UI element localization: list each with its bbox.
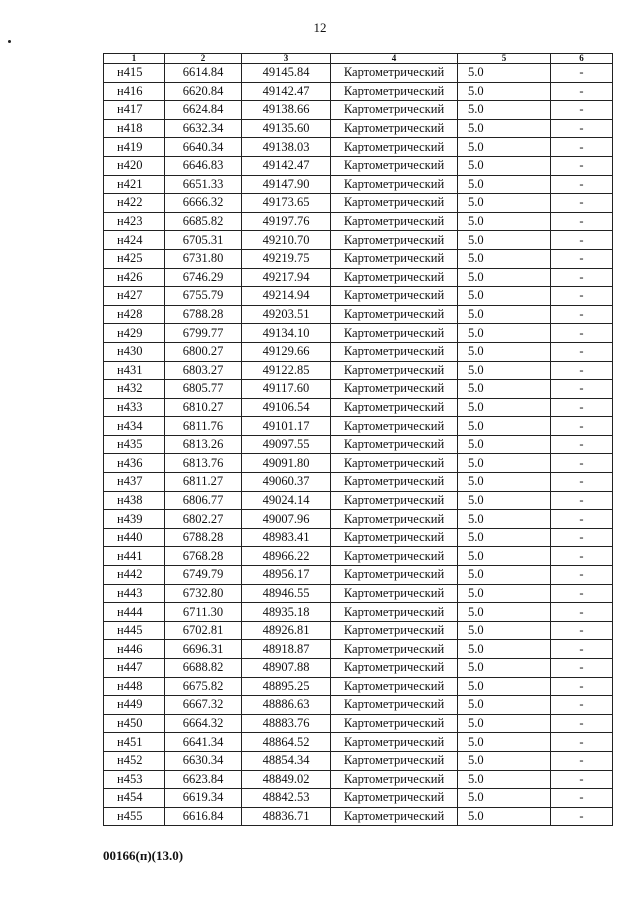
cell-accuracy: 5.0 — [458, 677, 551, 696]
cell-note: - — [551, 789, 613, 808]
cell-y-coordinate: 48926.81 — [242, 621, 331, 640]
cell-accuracy: 5.0 — [458, 491, 551, 510]
cell-x-coordinate: 6685.82 — [165, 212, 242, 231]
cell-point-id: н423 — [104, 212, 165, 231]
cell-note: - — [551, 751, 613, 770]
cell-point-id: н452 — [104, 751, 165, 770]
cell-accuracy: 5.0 — [458, 361, 551, 380]
cell-note: - — [551, 380, 613, 399]
cell-accuracy: 5.0 — [458, 398, 551, 417]
table-row — [104, 659, 613, 678]
cell-x-coordinate: 6623.84 — [165, 770, 242, 789]
page-number: 12 — [313, 20, 327, 35]
cell-x-coordinate: 6646.83 — [165, 156, 242, 175]
cell-note: - — [551, 566, 613, 585]
table-row — [104, 733, 613, 752]
table-row — [104, 231, 613, 250]
table-row — [104, 324, 613, 343]
table-row — [104, 677, 613, 696]
cell-note: - — [551, 473, 613, 492]
cell-note: - — [551, 547, 613, 566]
cell-y-coordinate: 48854.34 — [242, 751, 331, 770]
table-row — [104, 491, 613, 510]
cell-point-id: н426 — [104, 268, 165, 287]
cell-accuracy: 5.0 — [458, 435, 551, 454]
cell-method: Картометрический — [331, 621, 458, 640]
cell-point-id: н450 — [104, 714, 165, 733]
table-row — [104, 249, 613, 268]
cell-accuracy: 5.0 — [458, 101, 551, 120]
cell-y-coordinate: 48864.52 — [242, 733, 331, 752]
cell-y-coordinate: 49210.70 — [242, 231, 331, 250]
cell-x-coordinate: 6667.32 — [165, 696, 242, 715]
cell-note: - — [551, 491, 613, 510]
cell-x-coordinate: 6711.30 — [165, 603, 242, 622]
cell-method: Картометрический — [331, 268, 458, 287]
cell-x-coordinate: 6619.34 — [165, 789, 242, 808]
table-row — [104, 807, 613, 826]
cell-method: Картометрический — [331, 696, 458, 715]
cell-method: Картометрический — [331, 473, 458, 492]
table-row — [104, 473, 613, 492]
column-header-5: 5 — [458, 54, 551, 64]
cell-accuracy: 5.0 — [458, 231, 551, 250]
cell-accuracy: 5.0 — [458, 733, 551, 752]
cell-accuracy: 5.0 — [458, 584, 551, 603]
cell-note: - — [551, 212, 613, 231]
cell-y-coordinate: 49147.90 — [242, 175, 331, 194]
cell-accuracy: 5.0 — [458, 380, 551, 399]
table-row — [104, 119, 613, 138]
cell-note: - — [551, 101, 613, 120]
cell-point-id: н435 — [104, 435, 165, 454]
cell-y-coordinate: 49101.17 — [242, 417, 331, 436]
cell-point-id: н432 — [104, 380, 165, 399]
cell-note: - — [551, 454, 613, 473]
table-row — [104, 305, 613, 324]
cell-y-coordinate: 49007.96 — [242, 510, 331, 529]
table-row — [104, 156, 613, 175]
cell-x-coordinate: 6641.34 — [165, 733, 242, 752]
cell-point-id: н443 — [104, 584, 165, 603]
cell-accuracy: 5.0 — [458, 287, 551, 306]
table-row — [104, 361, 613, 380]
cell-accuracy: 5.0 — [458, 454, 551, 473]
cell-x-coordinate: 6675.82 — [165, 677, 242, 696]
cell-note: - — [551, 138, 613, 157]
cell-method: Картометрический — [331, 380, 458, 399]
cell-note: - — [551, 82, 613, 101]
cell-method: Картометрический — [331, 194, 458, 213]
cell-accuracy: 5.0 — [458, 342, 551, 361]
cell-accuracy: 5.0 — [458, 64, 551, 83]
table-row — [104, 751, 613, 770]
table-row — [104, 417, 613, 436]
cell-point-id: н442 — [104, 566, 165, 585]
cell-method: Картометрический — [331, 175, 458, 194]
table-row — [104, 621, 613, 640]
cell-y-coordinate: 48849.02 — [242, 770, 331, 789]
cell-point-id: н439 — [104, 510, 165, 529]
cell-y-coordinate: 49173.65 — [242, 194, 331, 213]
cell-accuracy: 5.0 — [458, 603, 551, 622]
cell-method: Картометрический — [331, 584, 458, 603]
cell-note: - — [551, 324, 613, 343]
cell-point-id: н446 — [104, 640, 165, 659]
cell-x-coordinate: 6805.77 — [165, 380, 242, 399]
cell-point-id: н424 — [104, 231, 165, 250]
table-row — [104, 566, 613, 585]
cell-x-coordinate: 6666.32 — [165, 194, 242, 213]
table-row — [104, 101, 613, 120]
cell-point-id: н422 — [104, 194, 165, 213]
cell-y-coordinate: 48895.25 — [242, 677, 331, 696]
cell-point-id: н428 — [104, 305, 165, 324]
cell-method: Картометрический — [331, 64, 458, 83]
cell-x-coordinate: 6768.28 — [165, 547, 242, 566]
cell-method: Картометрический — [331, 119, 458, 138]
cell-method: Картометрический — [331, 417, 458, 436]
cell-y-coordinate: 48935.18 — [242, 603, 331, 622]
cell-y-coordinate: 49060.37 — [242, 473, 331, 492]
cell-point-id: н441 — [104, 547, 165, 566]
table-row — [104, 454, 613, 473]
cell-note: - — [551, 621, 613, 640]
cell-x-coordinate: 6705.31 — [165, 231, 242, 250]
cell-method: Картометрический — [331, 305, 458, 324]
table-row — [104, 510, 613, 529]
cell-x-coordinate: 6810.27 — [165, 398, 242, 417]
cell-y-coordinate: 49219.75 — [242, 249, 331, 268]
cell-x-coordinate: 6732.80 — [165, 584, 242, 603]
cell-method: Картометрический — [331, 566, 458, 585]
cell-x-coordinate: 6811.76 — [165, 417, 242, 436]
cell-x-coordinate: 6802.27 — [165, 510, 242, 529]
cell-y-coordinate: 49117.60 — [242, 380, 331, 399]
cell-x-coordinate: 6630.34 — [165, 751, 242, 770]
cell-note: - — [551, 398, 613, 417]
cell-point-id: н434 — [104, 417, 165, 436]
table-row — [104, 696, 613, 715]
cell-y-coordinate: 49106.54 — [242, 398, 331, 417]
cell-method: Картометрический — [331, 435, 458, 454]
cell-accuracy: 5.0 — [458, 714, 551, 733]
cell-point-id: н445 — [104, 621, 165, 640]
cell-y-coordinate: 49142.47 — [242, 156, 331, 175]
cell-x-coordinate: 6746.29 — [165, 268, 242, 287]
cell-point-id: н431 — [104, 361, 165, 380]
cell-y-coordinate: 48918.87 — [242, 640, 331, 659]
table-row — [104, 714, 613, 733]
table-row — [104, 194, 613, 213]
cell-accuracy: 5.0 — [458, 82, 551, 101]
table-row — [104, 584, 613, 603]
cell-y-coordinate: 48946.55 — [242, 584, 331, 603]
cell-point-id: н454 — [104, 789, 165, 808]
cell-y-coordinate: 49145.84 — [242, 64, 331, 83]
table-row — [104, 64, 613, 83]
cell-accuracy: 5.0 — [458, 156, 551, 175]
cell-point-id: н420 — [104, 156, 165, 175]
cell-x-coordinate: 6749.79 — [165, 566, 242, 585]
table-row — [104, 770, 613, 789]
cell-accuracy: 5.0 — [458, 566, 551, 585]
cell-point-id: н440 — [104, 528, 165, 547]
cell-y-coordinate: 48966.22 — [242, 547, 331, 566]
cell-y-coordinate: 49135.60 — [242, 119, 331, 138]
cell-accuracy: 5.0 — [458, 696, 551, 715]
scan-speck — [8, 40, 11, 43]
cell-y-coordinate: 49024.14 — [242, 491, 331, 510]
table-row — [104, 380, 613, 399]
cell-method: Картометрический — [331, 510, 458, 529]
cell-method: Картометрический — [331, 82, 458, 101]
cell-accuracy: 5.0 — [458, 212, 551, 231]
cell-note: - — [551, 417, 613, 436]
cell-x-coordinate: 6806.77 — [165, 491, 242, 510]
cell-x-coordinate: 6731.80 — [165, 249, 242, 268]
cell-accuracy: 5.0 — [458, 417, 551, 436]
cell-note: - — [551, 249, 613, 268]
cell-y-coordinate: 49214.94 — [242, 287, 331, 306]
cell-accuracy: 5.0 — [458, 640, 551, 659]
cell-method: Картометрический — [331, 733, 458, 752]
cell-y-coordinate: 48907.88 — [242, 659, 331, 678]
cell-method: Картометрический — [331, 287, 458, 306]
cell-method: Картометрический — [331, 156, 458, 175]
cell-point-id: н444 — [104, 603, 165, 622]
cell-point-id: н436 — [104, 454, 165, 473]
table-row — [104, 138, 613, 157]
cell-accuracy: 5.0 — [458, 751, 551, 770]
cell-method: Картометрический — [331, 528, 458, 547]
cell-y-coordinate: 49134.10 — [242, 324, 331, 343]
cell-y-coordinate: 49142.47 — [242, 82, 331, 101]
cell-accuracy: 5.0 — [458, 621, 551, 640]
cell-accuracy: 5.0 — [458, 194, 551, 213]
cell-y-coordinate: 48886.63 — [242, 696, 331, 715]
cell-note: - — [551, 677, 613, 696]
cell-method: Картометрический — [331, 231, 458, 250]
cell-method: Картометрический — [331, 751, 458, 770]
cell-method: Картометрический — [331, 789, 458, 808]
cell-x-coordinate: 6616.84 — [165, 807, 242, 826]
cell-note: - — [551, 528, 613, 547]
cell-x-coordinate: 6788.28 — [165, 305, 242, 324]
cell-y-coordinate: 49138.66 — [242, 101, 331, 120]
cell-method: Картометрический — [331, 491, 458, 510]
cell-note: - — [551, 584, 613, 603]
cell-note: - — [551, 156, 613, 175]
cell-point-id: н427 — [104, 287, 165, 306]
cell-note: - — [551, 603, 613, 622]
cell-accuracy: 5.0 — [458, 324, 551, 343]
cell-note: - — [551, 714, 613, 733]
cell-point-id: н447 — [104, 659, 165, 678]
cell-method: Картометрический — [331, 138, 458, 157]
cell-method: Картометрический — [331, 547, 458, 566]
table-row — [104, 268, 613, 287]
document-code: 00166(п)(13.0) — [103, 848, 184, 863]
cell-x-coordinate: 6803.27 — [165, 361, 242, 380]
cell-x-coordinate: 6651.33 — [165, 175, 242, 194]
cell-point-id: н417 — [104, 101, 165, 120]
cell-x-coordinate: 6640.34 — [165, 138, 242, 157]
cell-method: Картометрический — [331, 398, 458, 417]
column-header-2: 2 — [165, 54, 242, 64]
cell-accuracy: 5.0 — [458, 547, 551, 566]
cell-x-coordinate: 6813.26 — [165, 435, 242, 454]
cell-y-coordinate: 49091.80 — [242, 454, 331, 473]
cell-x-coordinate: 6702.81 — [165, 621, 242, 640]
cell-y-coordinate: 48956.17 — [242, 566, 331, 585]
cell-y-coordinate: 48983.41 — [242, 528, 331, 547]
cell-accuracy: 5.0 — [458, 305, 551, 324]
cell-note: - — [551, 807, 613, 826]
cell-note: - — [551, 510, 613, 529]
table-row — [104, 603, 613, 622]
cell-note: - — [551, 175, 613, 194]
cell-accuracy: 5.0 — [458, 473, 551, 492]
cell-y-coordinate: 48836.71 — [242, 807, 331, 826]
cell-x-coordinate: 6624.84 — [165, 101, 242, 120]
cell-y-coordinate: 49217.94 — [242, 268, 331, 287]
cell-x-coordinate: 6755.79 — [165, 287, 242, 306]
cell-point-id: н438 — [104, 491, 165, 510]
table-row — [104, 212, 613, 231]
cell-note: - — [551, 342, 613, 361]
table-row — [104, 435, 613, 454]
cell-note: - — [551, 435, 613, 454]
cell-note: - — [551, 194, 613, 213]
cell-method: Картометрический — [331, 603, 458, 622]
table-row — [104, 640, 613, 659]
cell-x-coordinate: 6813.76 — [165, 454, 242, 473]
column-header-1: 1 — [104, 54, 165, 64]
cell-x-coordinate: 6788.28 — [165, 528, 242, 547]
cell-point-id: н437 — [104, 473, 165, 492]
table-row — [104, 398, 613, 417]
cell-note: - — [551, 64, 613, 83]
cell-note: - — [551, 733, 613, 752]
cell-note: - — [551, 287, 613, 306]
cell-y-coordinate: 49129.66 — [242, 342, 331, 361]
table-row — [104, 528, 613, 547]
cell-point-id: н448 — [104, 677, 165, 696]
cell-note: - — [551, 640, 613, 659]
cell-y-coordinate: 49197.76 — [242, 212, 331, 231]
cell-note: - — [551, 770, 613, 789]
cell-method: Картометрический — [331, 807, 458, 826]
cell-point-id: н418 — [104, 119, 165, 138]
column-header-6: 6 — [551, 54, 613, 64]
cell-y-coordinate: 48842.53 — [242, 789, 331, 808]
cell-method: Картометрический — [331, 361, 458, 380]
cell-x-coordinate: 6799.77 — [165, 324, 242, 343]
cell-note: - — [551, 696, 613, 715]
cell-y-coordinate: 49203.51 — [242, 305, 331, 324]
cell-note: - — [551, 231, 613, 250]
cell-note: - — [551, 119, 613, 138]
cell-method: Картометрический — [331, 677, 458, 696]
cell-accuracy: 5.0 — [458, 249, 551, 268]
cell-accuracy: 5.0 — [458, 770, 551, 789]
cell-x-coordinate: 6632.34 — [165, 119, 242, 138]
cell-y-coordinate: 49138.03 — [242, 138, 331, 157]
cell-point-id: н455 — [104, 807, 165, 826]
table-row — [104, 175, 613, 194]
cell-accuracy: 5.0 — [458, 175, 551, 194]
cell-method: Картометрический — [331, 212, 458, 231]
cell-point-id: н416 — [104, 82, 165, 101]
cell-note: - — [551, 305, 613, 324]
cell-method: Картометрический — [331, 659, 458, 678]
column-header-3: 3 — [242, 54, 331, 64]
cell-accuracy: 5.0 — [458, 268, 551, 287]
cell-x-coordinate: 6614.84 — [165, 64, 242, 83]
cell-accuracy: 5.0 — [458, 528, 551, 547]
cell-y-coordinate: 49097.55 — [242, 435, 331, 454]
cell-point-id: н451 — [104, 733, 165, 752]
table-row — [104, 547, 613, 566]
cell-accuracy: 5.0 — [458, 807, 551, 826]
cell-point-id: н421 — [104, 175, 165, 194]
cell-method: Картометрический — [331, 324, 458, 343]
cell-y-coordinate: 49122.85 — [242, 361, 331, 380]
cell-point-id: н425 — [104, 249, 165, 268]
cell-point-id: н429 — [104, 324, 165, 343]
cell-x-coordinate: 6800.27 — [165, 342, 242, 361]
table-header-row — [104, 54, 613, 64]
cell-point-id: н453 — [104, 770, 165, 789]
cell-point-id: н419 — [104, 138, 165, 157]
cell-accuracy: 5.0 — [458, 138, 551, 157]
cell-note: - — [551, 268, 613, 287]
table-row — [104, 82, 613, 101]
cell-method: Картометрический — [331, 640, 458, 659]
cell-method: Картометрический — [331, 342, 458, 361]
cell-method: Картометрический — [331, 101, 458, 120]
column-header-4: 4 — [331, 54, 458, 64]
cell-x-coordinate: 6811.27 — [165, 473, 242, 492]
cell-point-id: н415 — [104, 64, 165, 83]
table-row — [104, 287, 613, 306]
cell-x-coordinate: 6620.84 — [165, 82, 242, 101]
cell-point-id: н433 — [104, 398, 165, 417]
cell-method: Картометрический — [331, 454, 458, 473]
cell-point-id: н449 — [104, 696, 165, 715]
cell-method: Картометрический — [331, 770, 458, 789]
cell-x-coordinate: 6688.82 — [165, 659, 242, 678]
table-body — [104, 64, 613, 826]
cell-x-coordinate: 6696.31 — [165, 640, 242, 659]
cell-point-id: н430 — [104, 342, 165, 361]
cell-x-coordinate: 6664.32 — [165, 714, 242, 733]
cell-accuracy: 5.0 — [458, 510, 551, 529]
table-row — [104, 342, 613, 361]
cell-method: Картометрический — [331, 249, 458, 268]
coordinates-table — [103, 53, 613, 826]
cell-y-coordinate: 48883.76 — [242, 714, 331, 733]
cell-accuracy: 5.0 — [458, 119, 551, 138]
cell-note: - — [551, 659, 613, 678]
cell-accuracy: 5.0 — [458, 659, 551, 678]
cell-accuracy: 5.0 — [458, 789, 551, 808]
table-row — [104, 789, 613, 808]
cell-note: - — [551, 361, 613, 380]
cell-method: Картометрический — [331, 714, 458, 733]
